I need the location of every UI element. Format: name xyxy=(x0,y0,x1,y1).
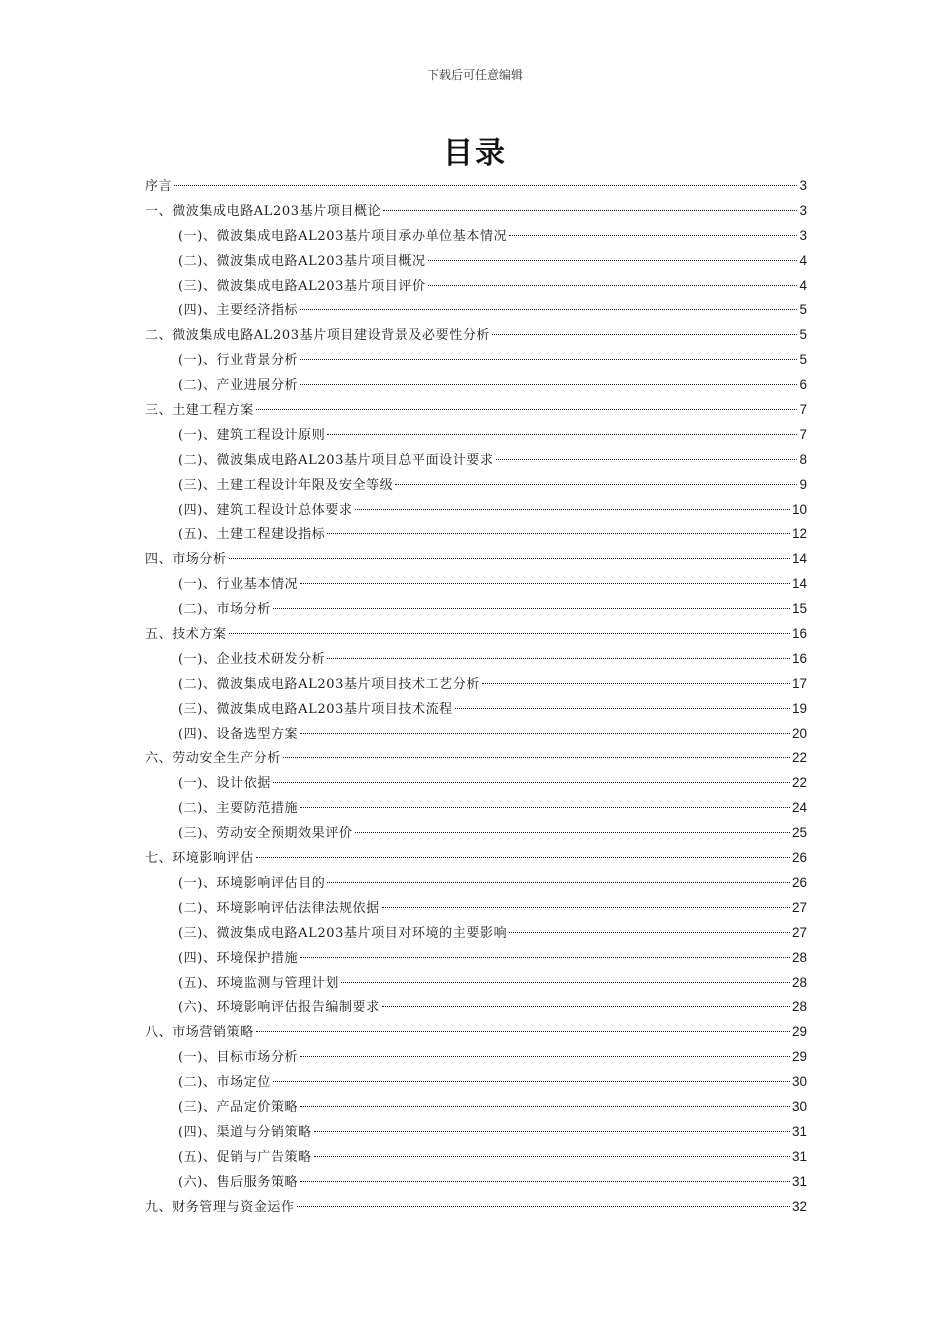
toc-entry-page-number: 28 xyxy=(791,999,807,1015)
dot-leader xyxy=(382,907,790,908)
toc-entry[interactable] xyxy=(145,871,807,896)
dot-leader xyxy=(300,359,797,360)
toc-entry-page-number: 20 xyxy=(791,725,807,741)
toc-entry-label: (一)、环境影响评估目的 xyxy=(178,875,326,891)
toc-entry[interactable] xyxy=(145,672,807,697)
toc-entry-page-number: 31 xyxy=(791,1173,807,1189)
toc-entry[interactable] xyxy=(145,473,807,498)
toc-entry-label: (三)、微波集成电路AL203基片项目技术流程 xyxy=(178,701,453,717)
toc-entry-label: (一)、建筑工程设计原则 xyxy=(178,427,326,443)
header-note: 下载后可任意编辑 xyxy=(426,68,523,82)
dot-leader xyxy=(300,384,797,385)
toc-entry[interactable] xyxy=(145,896,807,921)
toc-entry-page-number: 3 xyxy=(799,227,807,243)
dot-leader xyxy=(174,185,797,186)
dot-leader xyxy=(509,932,790,933)
dot-leader xyxy=(327,882,790,883)
dot-leader xyxy=(314,1156,790,1157)
toc-entry-page-number: 26 xyxy=(791,874,807,890)
toc-entry[interactable] xyxy=(145,1045,807,1070)
toc-entry[interactable] xyxy=(145,946,807,971)
toc-entry-label: (三)、劳动安全预期效果评价 xyxy=(178,826,353,842)
toc-entry-page-number: 22 xyxy=(791,750,807,766)
toc-entry[interactable] xyxy=(145,323,807,348)
toc-entry-page-number: 28 xyxy=(791,974,807,990)
toc-entry-label: (四)、渠道与分销策略 xyxy=(178,1124,312,1140)
toc-entry-page-number: 19 xyxy=(791,700,807,716)
dot-leader xyxy=(300,309,797,310)
dot-leader xyxy=(455,708,790,709)
toc-entry[interactable] xyxy=(145,722,807,747)
toc-entry-page-number: 5 xyxy=(799,327,807,343)
toc-entry-label: 九、财务管理与资金运作 xyxy=(145,1199,295,1215)
toc-entry[interactable] xyxy=(145,821,807,846)
toc-entry-page-number: 10 xyxy=(791,501,807,517)
toc-entry[interactable] xyxy=(145,647,807,672)
toc-entry-page-number: 4 xyxy=(799,252,807,268)
dot-leader xyxy=(297,1206,790,1207)
toc-entry-label: (一)、行业背景分析 xyxy=(178,353,299,369)
toc-entry-label: (五)、促销与广告策略 xyxy=(178,1149,312,1165)
toc-entry-page-number: 29 xyxy=(791,1049,807,1065)
toc-entry-page-number: 16 xyxy=(791,626,807,642)
toc-entry-label: (六)、环境影响评估报告编制要求 xyxy=(178,1000,380,1016)
dot-leader xyxy=(300,1106,790,1107)
toc-entry[interactable] xyxy=(145,572,807,597)
toc-entry-label: (一)、微波集成电路AL203基片项目承办单位基本情况 xyxy=(178,228,508,244)
toc-entry[interactable] xyxy=(145,199,807,224)
toc-entry[interactable] xyxy=(145,1020,807,1045)
toc-entry-page-number: 28 xyxy=(791,949,807,965)
dot-leader xyxy=(229,633,790,634)
dot-leader xyxy=(327,434,797,435)
toc-entry[interactable] xyxy=(145,373,807,398)
dot-leader xyxy=(341,982,790,983)
toc-entry-page-number: 27 xyxy=(791,899,807,915)
dot-leader xyxy=(283,757,790,758)
toc-entry-page-number: 3 xyxy=(799,202,807,218)
dot-leader xyxy=(300,1056,790,1057)
dot-leader xyxy=(327,658,790,659)
toc-entry-label: (二)、市场定位 xyxy=(178,1075,271,1091)
dot-leader xyxy=(300,807,790,808)
toc-entry[interactable] xyxy=(145,995,807,1020)
dot-leader xyxy=(273,608,790,609)
toc-entry-label: 序言 xyxy=(145,179,173,194)
toc-entry-page-number: 30 xyxy=(791,1098,807,1114)
toc-entry[interactable] xyxy=(145,1145,807,1170)
page-title: 目录 xyxy=(443,136,507,171)
toc-entry-label: 四、市场分析 xyxy=(145,552,227,568)
toc-entry[interactable] xyxy=(145,448,807,473)
toc-entry-label: (三)、微波集成电路AL203基片项目对环境的主要影响 xyxy=(178,925,508,941)
toc-entry-page-number: 4 xyxy=(799,277,807,293)
toc-entry[interactable] xyxy=(145,547,807,572)
toc-entry-label: (三)、土建工程设计年限及安全等级 xyxy=(178,477,394,493)
toc-entry-label: (二)、产业进展分析 xyxy=(178,378,299,394)
toc-entry-label: (一)、设计依据 xyxy=(178,776,271,792)
toc-entry[interactable] xyxy=(145,746,807,771)
dot-leader xyxy=(355,509,790,510)
dot-leader xyxy=(428,285,798,286)
toc-entry-label: 六、劳动安全生产分析 xyxy=(145,751,282,767)
dot-leader xyxy=(256,1031,790,1032)
dot-leader xyxy=(509,235,797,236)
toc-entry-page-number: 15 xyxy=(791,601,807,617)
toc-entry[interactable] xyxy=(145,423,807,448)
dot-leader xyxy=(395,484,797,485)
dot-leader xyxy=(300,957,790,958)
dot-leader xyxy=(382,1006,790,1007)
toc-entry[interactable] xyxy=(145,971,807,996)
toc-entry-page-number: 31 xyxy=(791,1148,807,1164)
toc-entry[interactable] xyxy=(145,522,807,547)
toc-entry-label: (一)、企业技术研发分析 xyxy=(178,651,326,667)
dot-leader xyxy=(314,1131,790,1132)
toc-entry[interactable] xyxy=(145,622,807,647)
toc-entry[interactable] xyxy=(145,1120,807,1145)
toc-entry-label: (二)、环境影响评估法律法规依据 xyxy=(178,900,380,916)
toc-entry-page-number: 14 xyxy=(791,551,807,567)
toc-entry-page-number: 7 xyxy=(799,402,807,418)
toc-entry-page-number: 3 xyxy=(799,178,807,193)
toc-entry-label: (三)、微波集成电路AL203基片项目评价 xyxy=(178,278,426,294)
toc-entry-label: (二)、市场分析 xyxy=(178,602,271,618)
dot-leader xyxy=(273,782,790,783)
dot-leader xyxy=(496,459,798,460)
toc-entry[interactable] xyxy=(145,771,807,796)
toc-entry-label: 八、市场营销策略 xyxy=(145,1025,254,1041)
toc-entry-label: (三)、产品定价策略 xyxy=(178,1099,299,1115)
dot-leader xyxy=(355,832,790,833)
toc-entry-label: (四)、建筑工程设计总体要求 xyxy=(178,502,353,518)
table-of-contents xyxy=(145,174,807,1219)
toc-entry[interactable] xyxy=(145,846,807,871)
toc-entry-label: (二)、微波集成电路AL203基片项目总平面设计要求 xyxy=(178,452,494,468)
toc-entry-page-number: 32 xyxy=(791,1198,807,1214)
toc-entry-page-number: 30 xyxy=(791,1074,807,1090)
toc-entry-label: 七、环境影响评估 xyxy=(145,851,254,867)
toc-entry-label: 二、微波集成电路AL203基片项目建设背景及必要性分析 xyxy=(145,328,491,344)
toc-entry-page-number: 16 xyxy=(791,650,807,666)
toc-entry-page-number: 31 xyxy=(791,1123,807,1139)
toc-entry-page-number: 25 xyxy=(791,825,807,841)
toc-entry[interactable] xyxy=(145,921,807,946)
toc-entry[interactable] xyxy=(145,597,807,622)
toc-entry-label: (四)、主要经济指标 xyxy=(178,303,299,319)
dot-leader xyxy=(482,683,790,684)
dot-leader xyxy=(300,733,790,734)
toc-entry-label: (二)、主要防范措施 xyxy=(178,801,299,817)
dot-leader xyxy=(300,583,790,584)
dot-leader xyxy=(256,409,798,410)
toc-entry[interactable] xyxy=(145,498,807,523)
toc-entry[interactable] xyxy=(145,1195,807,1220)
toc-entry-page-number: 12 xyxy=(791,526,807,542)
dot-leader xyxy=(327,533,790,534)
dot-leader xyxy=(300,1181,790,1182)
dot-leader xyxy=(492,334,797,335)
toc-entry-page-number: 27 xyxy=(791,924,807,940)
toc-entry[interactable] xyxy=(145,224,807,249)
toc-entry-label: 一、微波集成电路AL203基片项目概论 xyxy=(145,203,382,219)
toc-entry-label: (四)、环境保护措施 xyxy=(178,950,299,966)
dot-leader xyxy=(383,210,797,211)
toc-entry-label: (二)、微波集成电路AL203基片项目概况 xyxy=(178,253,426,269)
toc-entry-label: (五)、土建工程建设指标 xyxy=(178,527,326,543)
toc-entry[interactable] xyxy=(145,796,807,821)
toc-entry-label: (一)、目标市场分析 xyxy=(178,1050,299,1066)
toc-entry-page-number: 22 xyxy=(791,775,807,791)
toc-entry-page-number: 5 xyxy=(799,352,807,368)
toc-entry[interactable] xyxy=(145,249,807,274)
toc-entry-label: 五、技术方案 xyxy=(145,627,227,643)
dot-leader xyxy=(273,1081,790,1082)
toc-entry-label: (一)、行业基本情况 xyxy=(178,577,299,593)
toc-entry-label: 三、土建工程方案 xyxy=(145,403,254,419)
toc-entry[interactable] xyxy=(145,348,807,373)
toc-entry-page-number: 17 xyxy=(791,675,807,691)
toc-entry-label: (五)、环境监测与管理计划 xyxy=(178,975,339,991)
toc-entry-page-number: 26 xyxy=(791,850,807,866)
toc-entry[interactable] xyxy=(145,697,807,722)
toc-entry-label: (四)、设备选型方案 xyxy=(178,726,299,742)
toc-entry[interactable] xyxy=(145,398,807,423)
toc-entry[interactable] xyxy=(145,1095,807,1120)
dot-leader xyxy=(428,260,798,261)
toc-entry-page-number: 6 xyxy=(799,377,807,393)
dot-leader xyxy=(256,857,790,858)
toc-entry-label: (二)、微波集成电路AL203基片项目技术工艺分析 xyxy=(178,676,480,692)
toc-entry-page-number: 24 xyxy=(791,800,807,816)
toc-entry-page-number: 9 xyxy=(799,476,807,492)
toc-entry[interactable] xyxy=(145,274,807,299)
toc-entry-label: (六)、售后服务策略 xyxy=(178,1174,299,1190)
dot-leader xyxy=(229,558,790,559)
toc-entry-page-number: 14 xyxy=(791,576,807,592)
toc-entry-page-number: 8 xyxy=(799,451,807,467)
toc-entry[interactable] xyxy=(145,1170,807,1195)
toc-entry-page-number: 7 xyxy=(799,426,807,442)
toc-entry[interactable] xyxy=(145,1070,807,1095)
toc-entry-page-number: 5 xyxy=(799,302,807,318)
toc-entry-page-number: 29 xyxy=(791,1024,807,1040)
toc-entry[interactable] xyxy=(145,174,807,199)
toc-entry[interactable] xyxy=(145,298,807,323)
